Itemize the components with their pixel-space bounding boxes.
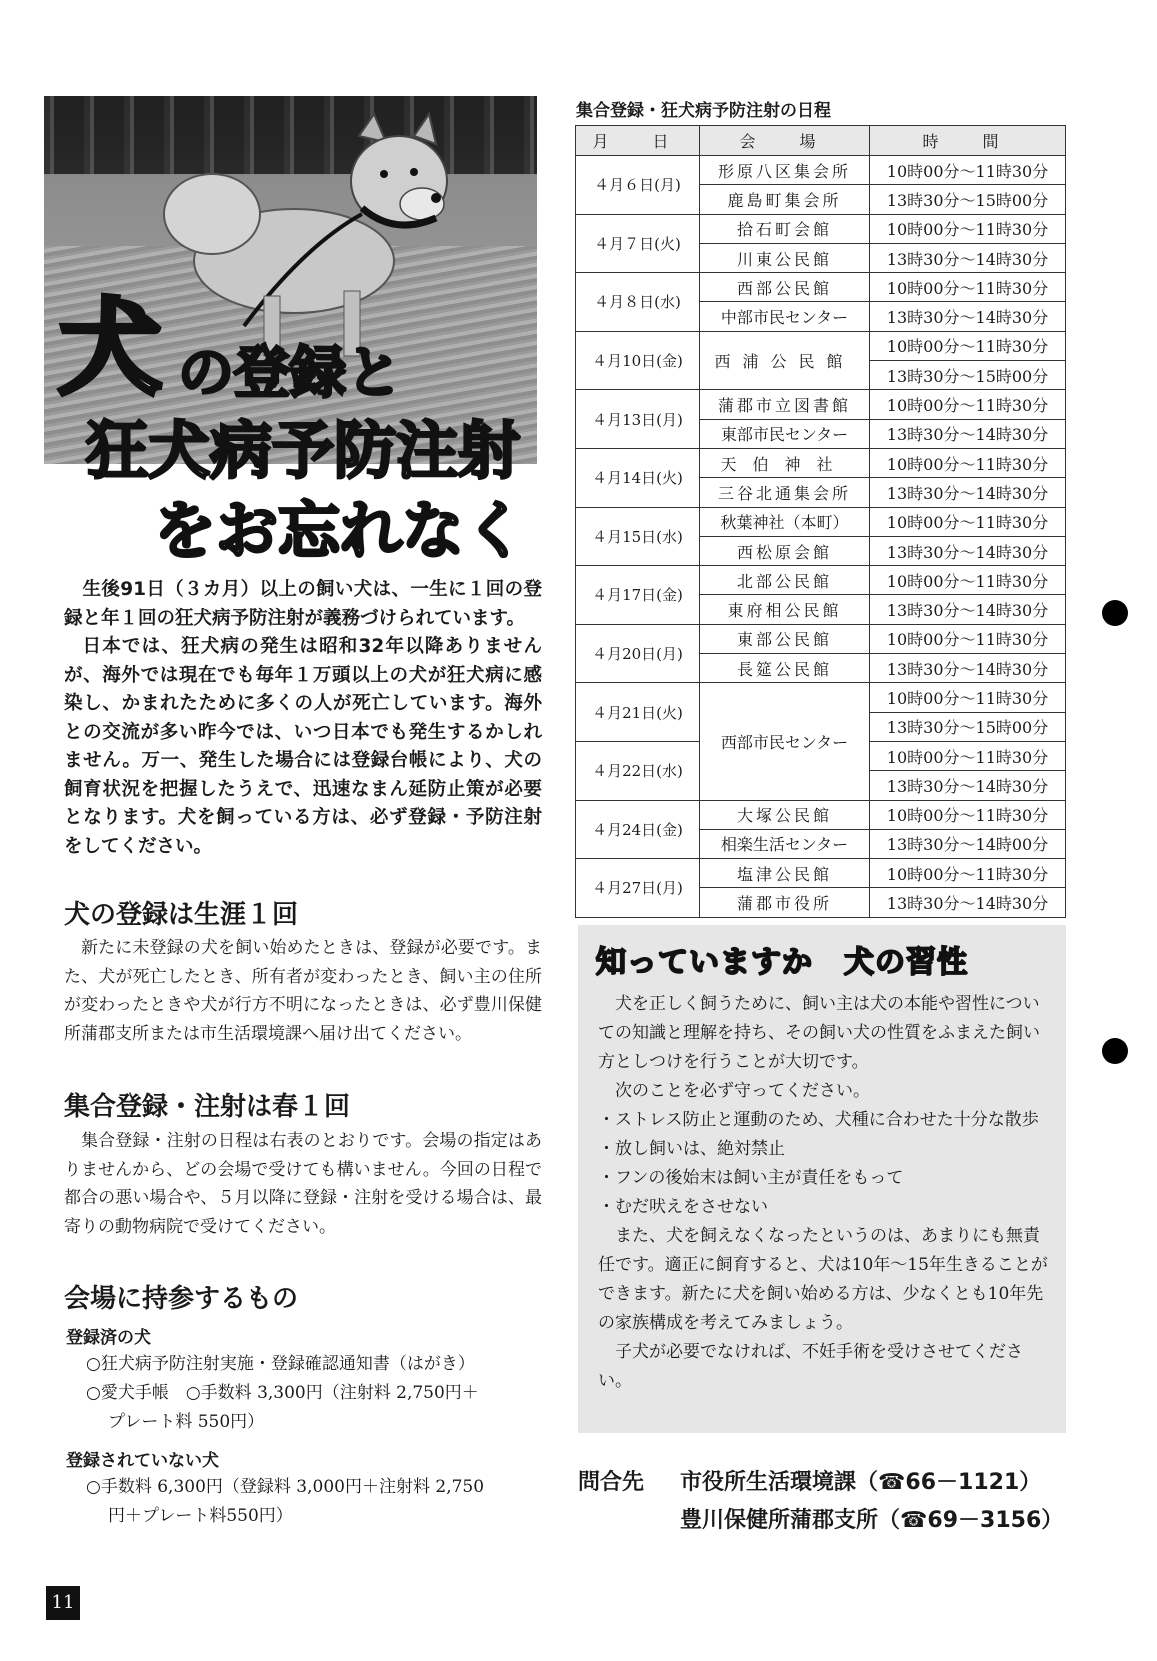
date-cell: ４月10日(金) xyxy=(576,331,700,390)
table-row xyxy=(576,390,1066,419)
section1-heading: 犬の登録は生涯１回 xyxy=(64,900,299,930)
habits-bullet-2: ・放し飼いは、絶対禁止 xyxy=(598,1139,785,1159)
venue-cell: 東部市民センター xyxy=(699,419,869,448)
venue-cell: 長筵公民館 xyxy=(699,654,869,683)
date-cell: ４月17日(金) xyxy=(576,566,700,625)
time-cell: 13時30分～14時30分 xyxy=(870,478,1066,507)
habits-bullet-3: ・フンの後始末は飼い主が責任をもって xyxy=(598,1168,904,1188)
registered-item-2: ○愛犬手帳 ○手数料 3,300円（注射料 2,750円＋ xyxy=(86,1383,479,1403)
venue-cell-shared: 西部市民センター xyxy=(699,683,869,800)
table-row xyxy=(576,624,1066,653)
date-cell: ４月７日(火) xyxy=(576,214,700,273)
schedule-title: 集合登録・狂犬病予防注射の日程 xyxy=(576,101,831,121)
section2-paragraph: 集合登録・注射の日程は右表のとおりです。会場の指定はありませんから、どの会場で受けても構いません。今回の日程で都合の悪い場合や、５月以降に登録・注射を受ける場合は、最寄りの動物病院で受けてください。 xyxy=(64,1131,542,1237)
time-cell: 13時30分～14時30分 xyxy=(870,771,1066,800)
time-cell: 13時30分～15時00分 xyxy=(870,712,1066,741)
date-cell: ４月６日(月) xyxy=(576,156,700,215)
venue-cell: 川東公民館 xyxy=(699,243,869,272)
lead-text xyxy=(64,576,542,861)
date-cell: ４月14日(火) xyxy=(576,448,700,507)
habits-bullet-4: ・むだ吠えをさせない xyxy=(598,1197,768,1217)
time-cell: 10時00分～11時30分 xyxy=(870,156,1066,185)
schedule-header-row xyxy=(576,126,1066,156)
headline-line3: をお忘れなく xyxy=(154,494,527,567)
date-cell: ４月13日(月) xyxy=(576,390,700,449)
table-row xyxy=(576,800,1066,829)
venue-cell: 西部公民館 xyxy=(699,273,869,302)
time-cell: 13時30分～14時30分 xyxy=(870,302,1066,331)
unregistered-items xyxy=(86,1473,546,1531)
time-cell: 13時30分～14時00分 xyxy=(870,829,1066,858)
date-cell: ４月21日(火) xyxy=(576,683,700,742)
contact-line-1: 市役所生活環境課（☎66－1121） xyxy=(680,1470,1042,1495)
time-cell: 10時00分～11時30分 xyxy=(870,390,1066,419)
venue-cell: 東府相公民館 xyxy=(699,595,869,624)
venue-cell: 天伯神社 xyxy=(699,448,869,477)
venue-cell: 塩津公民館 xyxy=(699,859,869,888)
time-cell: 13時30分～14時30分 xyxy=(870,243,1066,272)
time-cell: 10時00分～11時30分 xyxy=(870,683,1066,712)
time-cell: 10時00分～11時30分 xyxy=(870,800,1066,829)
header-time: 時 間 xyxy=(870,126,1066,156)
lead-paragraph-1: 生後91日（３カ月）以上の飼い犬は、一生に１回の登録と年１回の狂犬病予防注射が義務づけられています。 xyxy=(64,579,542,629)
venue-cell: 大塚公民館 xyxy=(699,800,869,829)
header-venue: 会 場 xyxy=(699,126,869,156)
venue-cell: 西浦公民館 xyxy=(699,331,869,390)
venue-cell: 中部市民センター xyxy=(699,302,869,331)
lead-paragraph-2: 日本では、狂犬病の発生は昭和32年以降ありませんが、海外では現在でも毎年１万頭以上の犬が狂犬病に感染し、かまれたために多くの人が死亡しています。海外との交流が多い昨今では、いつ日本でも発生するかしれません。万一、発生した場合には登録台帳により、犬の飼育状況を把握したうえで、迅速なまん延防止策が必要となります。犬を飼っている方は、必ず登録・予防注射をしてください。 xyxy=(64,636,542,857)
habits-para-3: 子犬が必要でなければ、不妊手術を受けさせてください。 xyxy=(598,1342,1023,1391)
table-row xyxy=(576,859,1066,888)
venue-cell: 鹿島町集会所 xyxy=(699,185,869,214)
time-cell: 10時00分～11時30分 xyxy=(870,331,1066,360)
headline-line1: の登録と xyxy=(178,341,402,406)
unregistered-label: 登録されていない犬 xyxy=(66,1451,219,1471)
table-row xyxy=(576,683,1066,712)
section2-heading: 集合登録・注射は春１回 xyxy=(64,1092,351,1122)
habits-box-body xyxy=(598,990,1050,1396)
registered-item-3: プレート料 550円） xyxy=(108,1412,265,1432)
venue-cell: 形原八区集会所 xyxy=(699,156,869,185)
time-cell: 10時00分～11時30分 xyxy=(870,273,1066,302)
time-cell: 13時30分～14時30分 xyxy=(870,888,1066,917)
date-cell: ４月27日(月) xyxy=(576,859,700,918)
date-cell: ４月22日(水) xyxy=(576,741,700,800)
date-cell: ４月24日(金) xyxy=(576,800,700,859)
venue-cell: 秋葉神社（本町） xyxy=(699,507,869,536)
binding-hole xyxy=(1102,1038,1128,1064)
venue-cell: 相楽生活センター xyxy=(699,829,869,858)
time-cell: 13時30分～14時30分 xyxy=(870,419,1066,448)
habits-para-2: また、犬を飼えなくなったというのは、あまりにも無責任です。適正に飼育すると、犬は10年～15年生きることができます。新たに犬を飼い始める方は、少なくとも10年先の家族構成を考えてみましょう。 xyxy=(598,1226,1048,1333)
registered-item-1: ○狂犬病予防注射実施・登録確認通知書（はがき） xyxy=(86,1354,475,1374)
time-cell: 13時30分～15時00分 xyxy=(870,185,1066,214)
table-row xyxy=(576,273,1066,302)
headline-line2: 狂犬病予防注射 xyxy=(86,414,521,487)
table-row xyxy=(576,156,1066,185)
table-row xyxy=(576,214,1066,243)
habits-instruction: 次のことを必ず守ってください。 xyxy=(615,1081,870,1101)
time-cell: 10時00分～11時30分 xyxy=(870,507,1066,536)
venue-cell: 三谷北通集会所 xyxy=(699,478,869,507)
contact-label: 問合先 xyxy=(578,1470,645,1495)
time-cell: 10時00分～11時30分 xyxy=(870,448,1066,477)
section3-heading: 会場に持参するもの xyxy=(64,1284,299,1314)
table-row xyxy=(576,566,1066,595)
header-date: 月 日 xyxy=(576,126,700,156)
date-cell: ４月20日(月) xyxy=(576,624,700,683)
table-row xyxy=(576,507,1066,536)
unregistered-item-2: 円＋プレート料550円） xyxy=(108,1506,293,1526)
table-row xyxy=(576,448,1066,477)
venue-cell: 北部公民館 xyxy=(699,566,869,595)
habits-intro: 犬を正しく飼うために、飼い主は犬の本能や習性についての知識と理解を持ち、その飼い犬の性質をふまえた飼い方としつけを行うことが大切です。 xyxy=(598,994,1040,1072)
habits-bullet-1: ・ストレス防止と運動のため、犬種に合わせた十分な散歩 xyxy=(598,1110,1039,1130)
time-cell: 10時00分～11時30分 xyxy=(870,566,1066,595)
contact-block xyxy=(578,1464,1063,1540)
table-row xyxy=(576,331,1066,360)
date-cell: ４月８日(水) xyxy=(576,273,700,332)
time-cell: 10時00分～11時30分 xyxy=(870,859,1066,888)
venue-cell: 蒲郡市立図書館 xyxy=(699,390,869,419)
headline-big-char: 犬 xyxy=(58,287,163,409)
time-cell: 13時30分～14時30分 xyxy=(870,654,1066,683)
time-cell: 10時00分～11時30分 xyxy=(870,214,1066,243)
venue-cell: 東部公民館 xyxy=(699,624,869,653)
registered-items xyxy=(86,1350,546,1437)
section2-text xyxy=(64,1127,542,1241)
habits-box-title: 知っていますか 犬の習性 xyxy=(596,945,968,980)
time-cell: 10時00分～11時30分 xyxy=(870,741,1066,770)
venue-cell: 蒲郡市役所 xyxy=(699,888,869,917)
time-cell: 13時30分～14時30分 xyxy=(870,536,1066,565)
time-cell: 13時30分～15時00分 xyxy=(870,361,1066,390)
registered-label: 登録済の犬 xyxy=(66,1328,151,1348)
schedule-table xyxy=(575,125,1066,918)
time-cell: 13時30分～14時30分 xyxy=(870,595,1066,624)
venue-cell: 拾石町会館 xyxy=(699,214,869,243)
date-cell: ４月15日(水) xyxy=(576,507,700,566)
page-number: 11 xyxy=(46,1586,80,1620)
venue-cell: 西松原会館 xyxy=(699,536,869,565)
contact-line-2: 豊川保健所蒲郡支所（☎69－3156） xyxy=(680,1508,1064,1533)
section1-text xyxy=(64,934,542,1048)
section1-paragraph: 新たに未登録の犬を飼い始めたときは、登録が必要です。また、犬が死亡したとき、所有者が変わったとき、飼い主の住所が変わったときや犬が行方不明になったときは、必ず豊川保健所蒲郡支所または市生活環境課へ届け出てください。 xyxy=(64,938,542,1044)
binding-hole xyxy=(1102,600,1128,626)
unregistered-item-1: ○手数料 6,300円（登録料 3,000円＋注射料 2,750 xyxy=(86,1477,485,1497)
time-cell: 10時00分～11時30分 xyxy=(870,624,1066,653)
